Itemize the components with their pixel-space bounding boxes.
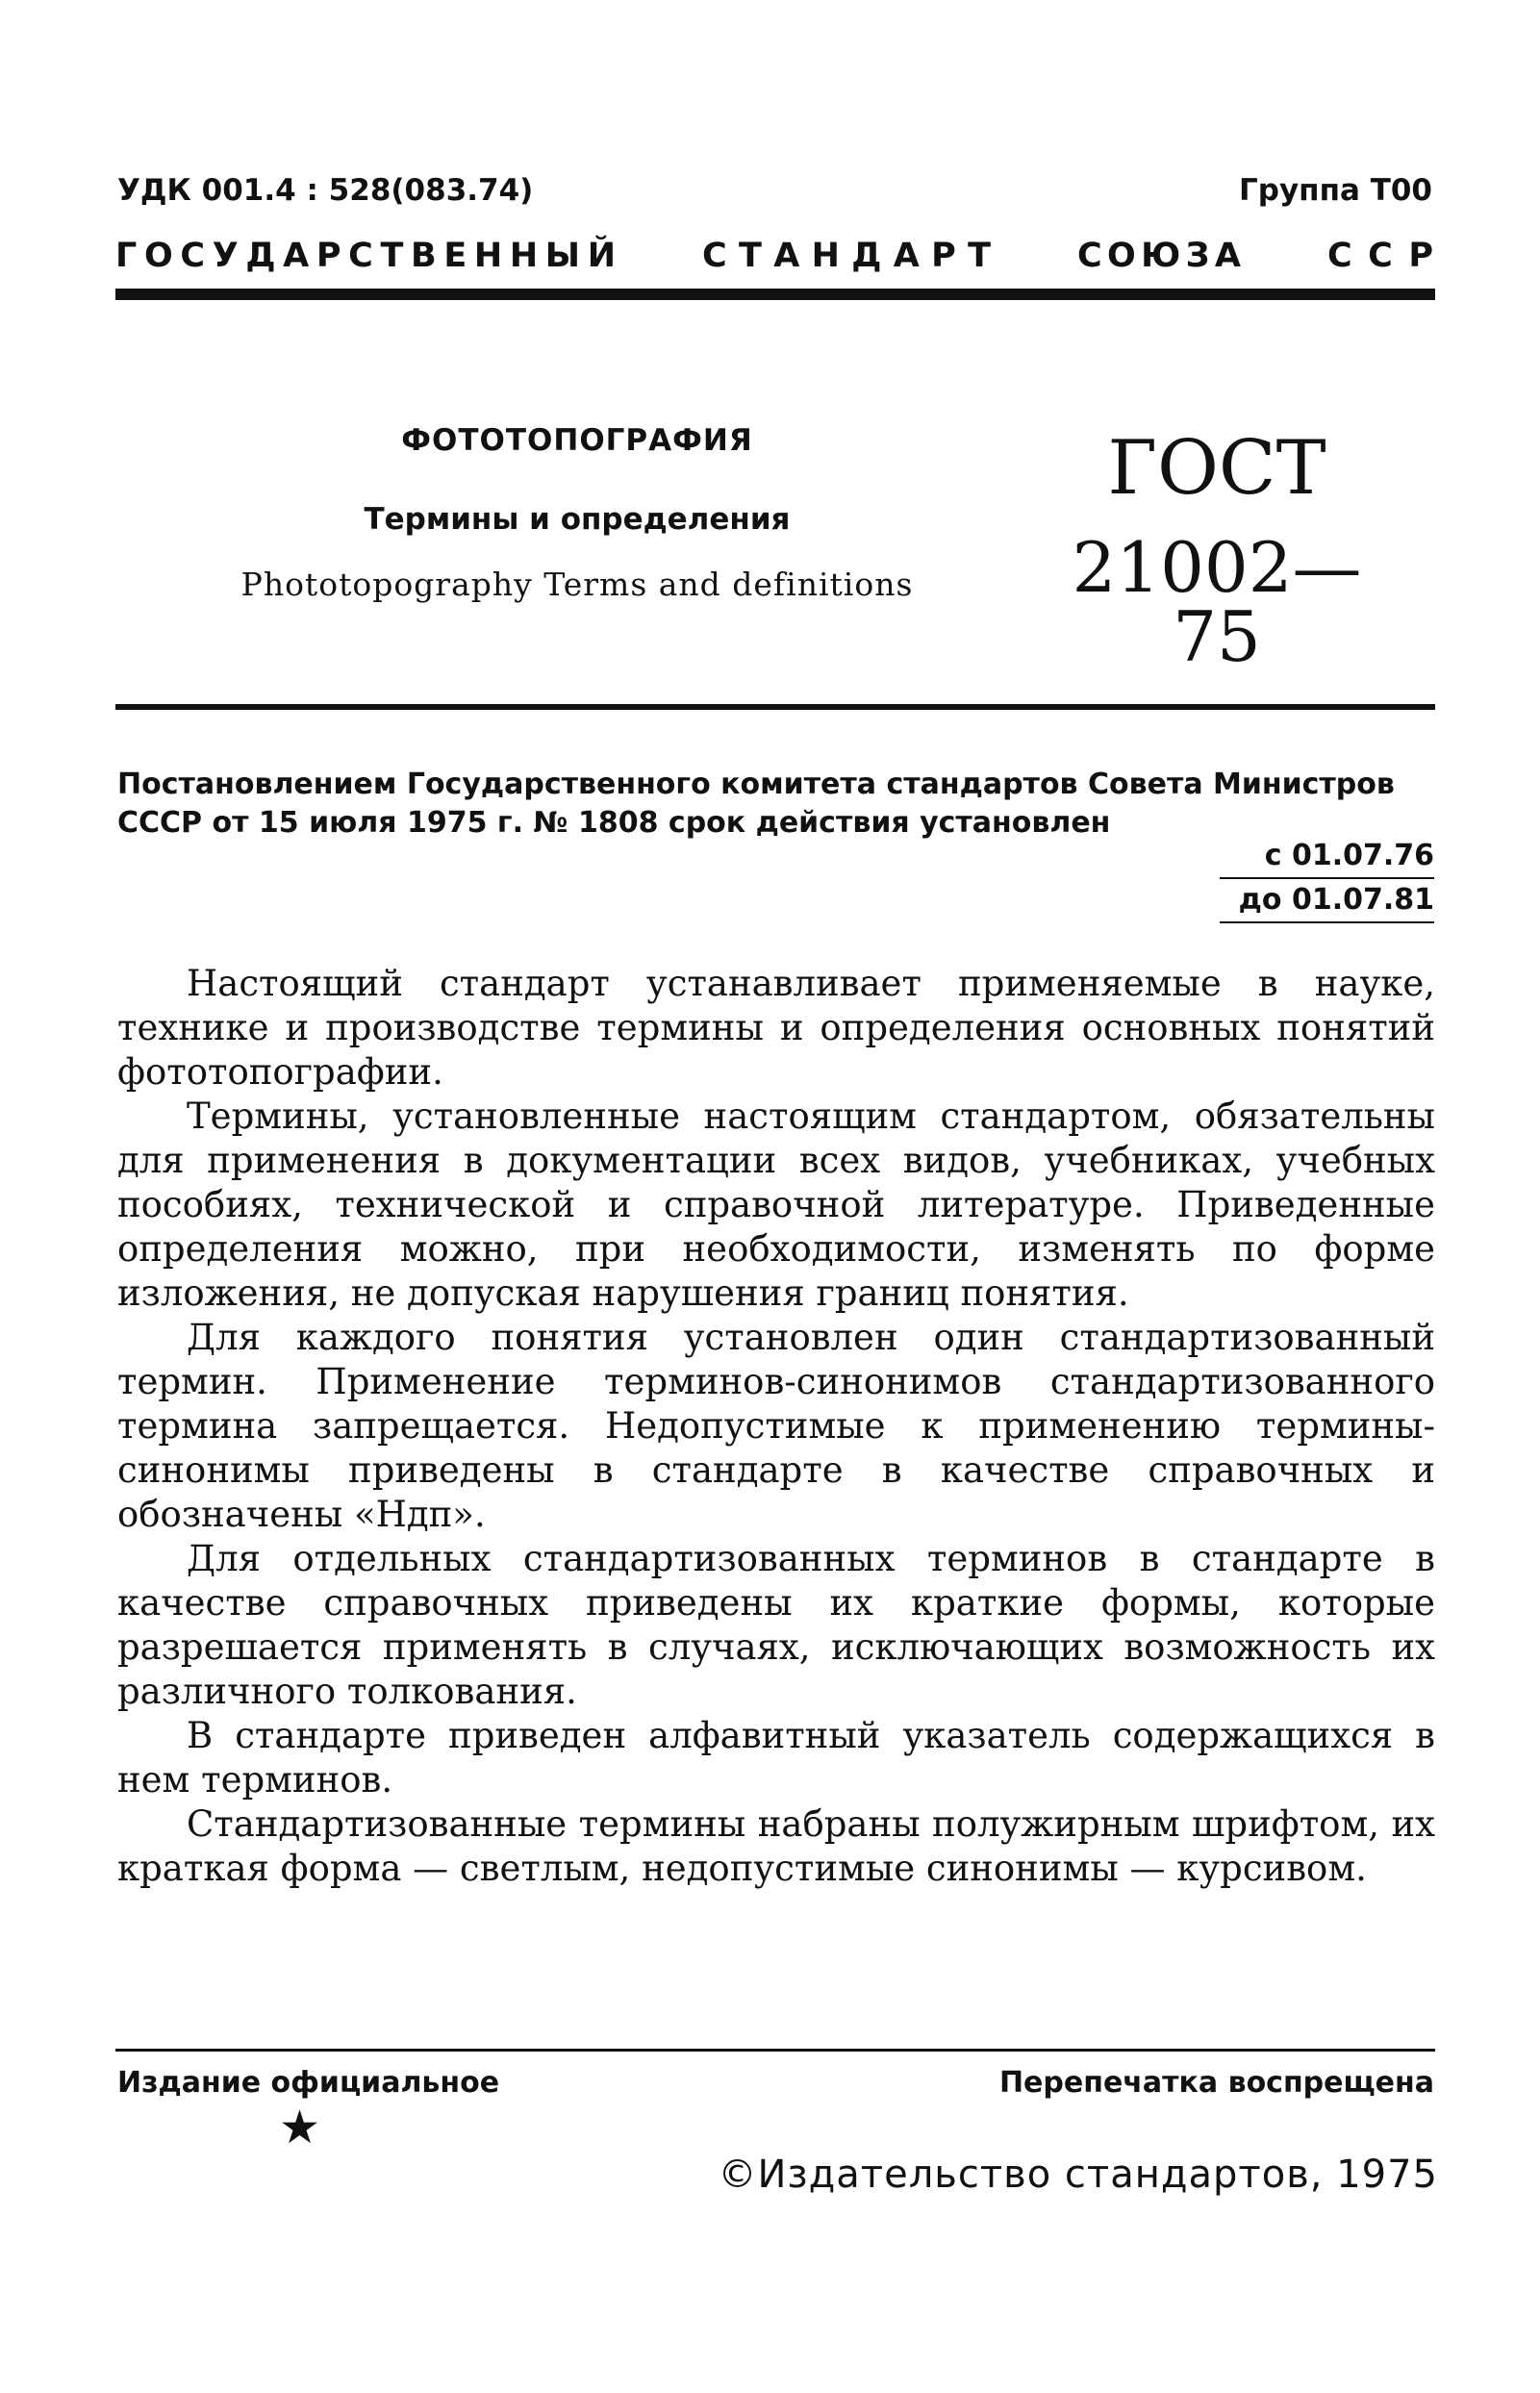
title-main: ФОТОТОПОГРАФИЯ — [401, 423, 753, 458]
title-block — [221, 423, 933, 603]
header-letter: С — [1077, 237, 1102, 275]
reprint-note: Перепечатка воспрещена — [998, 2066, 1434, 2100]
valid-to: до 01.07.81 — [1220, 879, 1434, 923]
title-subtitle: Термины и определения — [364, 502, 791, 537]
paragraph: Настоящий стандарт устанавливает применяемые в науке, технике и производстве термины и определения основных понятий фототопографии. — [117, 963, 1435, 1093]
header-letter: С — [702, 237, 727, 275]
header-word-3 — [1077, 237, 1241, 275]
title-rule — [115, 704, 1435, 710]
header-letter: Ю — [1141, 237, 1181, 275]
paragraph: Для каждого понятия установлен один стандартизованный термин. Применение терминов-синонимов стандартизованного термина запрещается. Недопустимые к применению термины-синонимы приведены в стандарте в качестве справочных и обозначены «Ндп». — [117, 1317, 1435, 1535]
header-word-1 — [115, 237, 616, 275]
header-letter: Т — [968, 237, 991, 275]
header-letter: Н — [509, 237, 539, 275]
header-letter: А — [1214, 237, 1241, 275]
header-letter: З — [1185, 237, 1210, 275]
header-letter: Р — [1408, 237, 1433, 275]
state-standard-header — [115, 237, 1433, 275]
gost-designation — [1053, 425, 1380, 677]
group-code: Группа Т00 — [1239, 173, 1432, 208]
header-letter: А — [773, 237, 800, 275]
header-letter: Д — [245, 237, 276, 275]
header-letter: Г — [115, 237, 138, 275]
footer-rule — [115, 2049, 1435, 2052]
paragraph: Для отдельных стандартизованных терминов в стандарте в качестве справочных приведены их краткие формы, которые разрешается применять в случаях, исключающих возможность их различного толкования. — [117, 1538, 1435, 1712]
header-letter: Д — [851, 237, 882, 275]
decree-text: Постановлением Государственного комитета стандартов Совета Министров СССР от 15 июля 1975 г. № 1808 срок действия установлен — [117, 768, 1395, 840]
header-letter: А — [893, 237, 920, 275]
header-letter: Н — [473, 237, 503, 275]
edition-note: Издание официальное — [117, 2066, 500, 2100]
header-letter: О — [1107, 237, 1136, 275]
gost-label: ГОСТ — [1107, 425, 1326, 512]
body-text — [117, 962, 1435, 1891]
header-letter: С — [1327, 237, 1352, 275]
validity-period — [1220, 835, 1434, 923]
header-letter: Р — [931, 237, 956, 275]
header-letter: Т — [380, 237, 404, 275]
header-letter: Ы — [544, 237, 581, 275]
header-letter: Т — [739, 237, 762, 275]
title-english: Phototopography Terms and definitions — [240, 566, 914, 603]
paragraph: Термины, установленные настоящим стандартом, обязательны для применения в документации всех видов, учебниках, учебных пособиях, технической и справочной литературе. Приведенные определения можно, при необходимости, изменять по форме изложения, не допуская нарушения границ понятия. — [117, 1096, 1435, 1314]
header-letter: В — [411, 237, 437, 275]
header-letter: С — [1368, 237, 1393, 275]
header-letter: Н — [811, 237, 840, 275]
header-letter: С — [348, 237, 373, 275]
header-letter: С — [180, 237, 206, 275]
udk-code: УДК 001.4 : 528(083.74) — [117, 173, 534, 208]
header-letter: А — [283, 237, 310, 275]
header-word-4 — [1327, 237, 1433, 275]
header-letter: О — [143, 237, 173, 275]
gost-number: 21002—75 — [1072, 527, 1362, 677]
header-rule — [115, 289, 1435, 300]
header-letter: Й — [587, 237, 616, 275]
valid-from: с 01.07.76 — [1220, 835, 1434, 879]
header-word-2 — [702, 237, 991, 275]
header-letter: У — [212, 237, 239, 275]
paragraph: В стандарте приведен алфавитный указатель содержащихся в нем терминов. — [117, 1715, 1435, 1801]
copyright: ©Издательство стандартов, 1975 — [718, 2153, 1438, 2197]
star-icon: ★ — [279, 2101, 321, 2154]
header-letter: Р — [316, 237, 341, 275]
header-letter: Е — [443, 237, 467, 275]
paragraph: Стандартизованные термины набраны полужирным шрифтом, их краткая форма — светлым, недопустимые синонимы — курсивом. — [117, 1803, 1435, 1889]
